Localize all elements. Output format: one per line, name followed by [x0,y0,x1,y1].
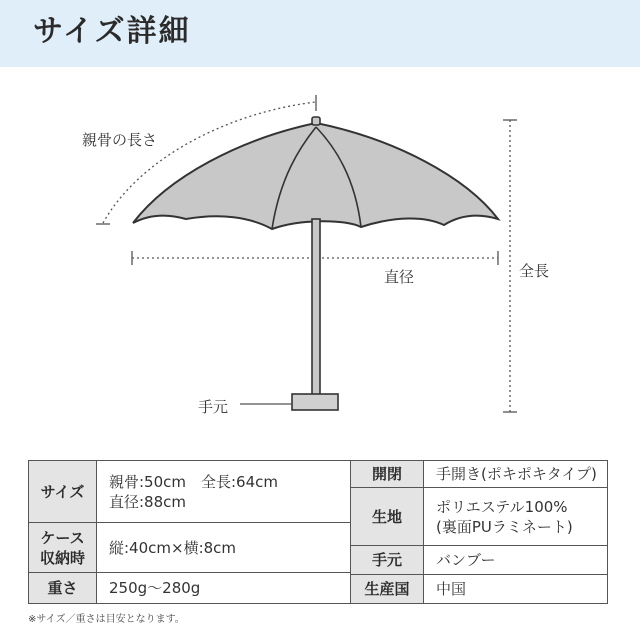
umbrella-illustration [0,67,640,447]
table-row [29,573,350,603]
spec-table-left [29,461,351,603]
table-row [351,488,607,546]
umbrella-tip [312,117,320,125]
table-row [29,461,350,523]
umbrella-shaft [312,219,320,395]
opening-value: 手開き(ポキポキタイプ) [436,465,597,483]
case-header-line1: ケース [40,528,85,547]
size-value-line1: 親骨:50cm 全長:64cm [109,472,278,491]
rib-length-label: 親骨の長さ [82,131,158,149]
fabric-value-line2: (裏面PUラミネート) [436,517,573,536]
spec-table-right [351,461,607,603]
origin-value: 中国 [436,580,467,598]
size-value [97,461,350,522]
origin-header: 生産国 [351,575,424,603]
umbrella-canopy [133,123,498,229]
footnote: ※サイズ／重さは目安となります。 [28,614,185,625]
case-header [29,523,97,572]
umbrella-diagram [0,67,640,447]
fabric-value [424,488,607,545]
weight-header: 重さ [29,573,97,603]
table-row [29,523,350,573]
size-value-line2: 直径:88cm [109,492,186,511]
spec-table [28,460,608,604]
handle-value: バンブー [436,551,496,569]
opening-header: 開閉 [351,461,424,487]
case-header-line2: 収納時 [39,548,85,567]
weight-value: 250g～280g [109,579,201,597]
handle-label: 手元 [198,398,229,416]
table-row [351,546,607,575]
diameter-label: 直径 [384,268,415,286]
table-row [351,575,607,603]
fabric-value-line1: ポリエステル100% [436,497,568,516]
page-title: サイズ詳細 [33,14,191,49]
handle-header: 手元 [351,546,424,574]
size-header: サイズ [29,461,97,522]
table-row [351,461,607,488]
header-band [0,0,640,67]
case-value: 縦:40cm×横:8cm [109,538,237,557]
umbrella-handle [292,394,338,410]
fabric-header: 生地 [351,488,424,545]
total-length-label: 全長 [519,262,550,280]
